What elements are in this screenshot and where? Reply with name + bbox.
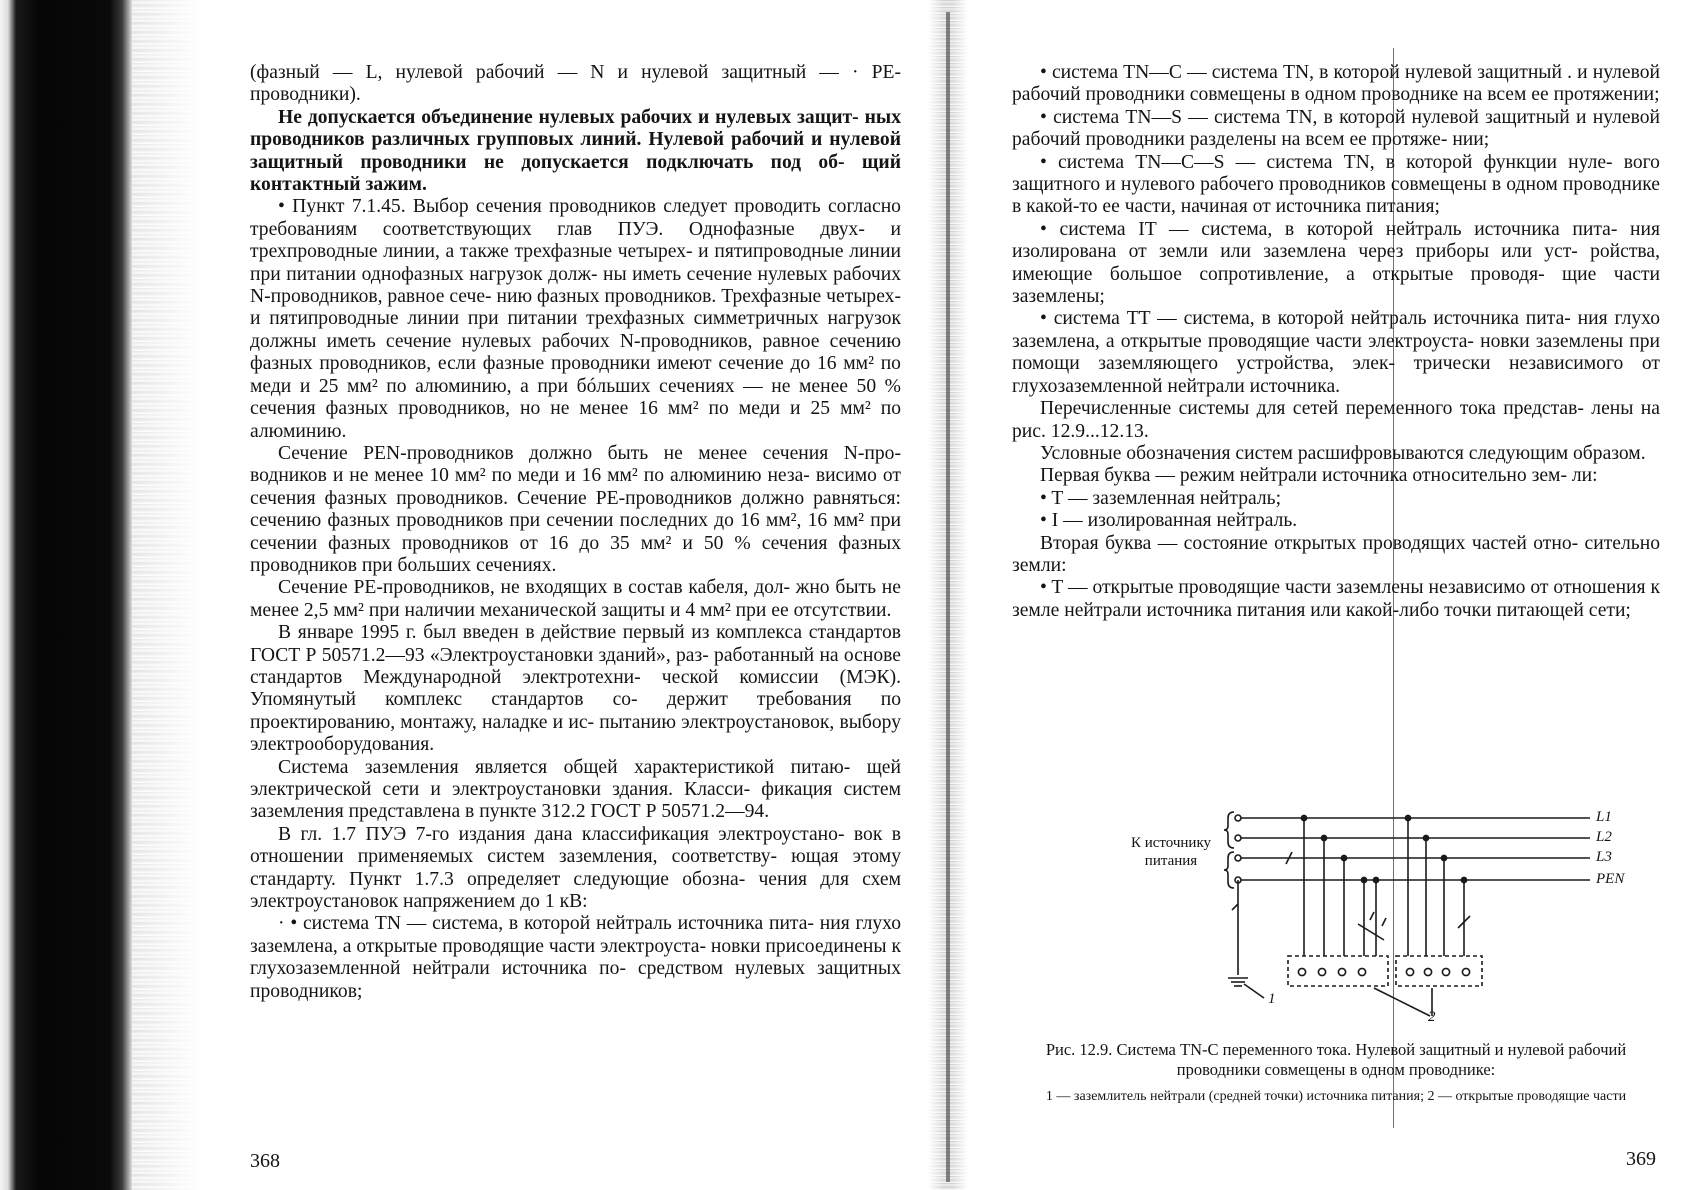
text-line: лены на рис. 12.9...12.13. [1012,398,1660,442]
text-line: нулевой защитный проводники не допускается подключать под об- [250,129,902,173]
text-line: К источнику [1130,835,1212,851]
paragraph-system-tn-c-s [1012,152,1660,219]
text-line: линии при питании трехфазных симметричных нагрузок должны [250,308,901,352]
paragraph-gost-1995 [250,622,901,756]
text-line: 1 — заземлитель нейтрали (средней точки) источника питания; 2 — открытые [1045,1089,1514,1104]
terminal-l3 [1235,855,1241,861]
text-line: отношения к земле нейтрали источника питания или какой-либо [1012,577,1660,621]
text-line: нии; [1452,129,1490,151]
text-line: проводящие части [1516,1089,1627,1104]
figure-source-label [1112,834,1230,870]
text-line: нию фазных проводников. Трехфазные четырех- и пятипроводные [250,286,901,330]
text-line: Вторая буква — состояние открытых проводящих частей отно- [1040,532,1579,554]
text-line: ных проводников различных групповых линий. Нулевой рабочий и [250,106,901,151]
text-line: вок в отношении применяемых систем заземления, соответству- [250,823,901,868]
page-number-right: 369 [1626,1148,1656,1170]
label-pen: PEN [1596,871,1625,887]
text-line: средством нулевых защитных проводников; [250,958,902,1002]
text-line: новки заземлены при помощи заземляющего устройства, элек- [1012,330,1660,375]
left-page-text [250,62,901,1003]
text-line: фикация систем заземления представлена в пункте 312.2 ГОСТ [250,779,901,823]
tick-1a [1370,912,1374,920]
paragraph-pen-section [250,443,901,577]
text-line: ния глухо заземлена, а открытые проводящие части электроуста- [250,913,901,957]
text-line: • T — открытые проводящие части заземлены независимо от [1040,577,1549,599]
text-line: В январе 1995 г. был введен в действие первый из комплекса [278,622,803,644]
text-line: Система заземления является общей характеристикой питаю- [278,756,851,778]
paragraph-first-letter [1012,465,1660,487]
text-line: висимо от сечения фазных проводников. Сечение PE-проводников [250,465,901,509]
text-line: питания; [1366,196,1440,218]
right-page-text [1012,62,1660,622]
text-line: ройства, имеющие большое сопротивление, а открытые проводя- [1012,241,1660,285]
text-line: держит требования по проектированию, монтажу, наладке и ис- [250,689,901,733]
figure-legend [1012,1088,1660,1106]
text-line: чения для схем электроустановок напряжением до 1 кВ: [250,868,902,913]
text-line: одном проводнике в какой-то ее части, начиная от источника [1012,174,1660,218]
text-line: • Пункт 7.1.45. Выбор сечения проводников следует проводить [278,196,821,218]
list-item-i-isolated: • I — изолированная нейтраль. [1040,510,1298,532]
text-line: водников и не менее 10 мм² по меди и 16 мм² по алюминию неза- [250,465,810,487]
text-line: согласно требованиям соответствующих глав ПУЭ. Однофазные [250,196,901,240]
text-line: · • система TN — система, в которой нейтраль источника пита- [278,913,814,935]
text-line: (фазный — L, нулевой рабочий — N и нулевой защитный — [250,62,839,83]
paragraph-grounding-system [250,757,901,824]
leader-marker-2a [1374,988,1430,1016]
text-line: 16 мм² по меди и 25 мм² по алюминию, а при бóльших сечениях — [250,353,901,397]
marker-2: 2 [1428,1009,1436,1025]
text-line: ющая этому стандарту. Пункт 1.7.3 определяет следующие обозна- [250,846,901,890]
text-line: Не допускается объединение нулевых рабочих и нулевых защит- [278,106,859,128]
text-line: образом. [1573,442,1646,464]
text-line: от 16 до 35 мм² и 50 % сечения фазных проводников при больших [250,532,901,576]
text-line: стандартов ГОСТ Р 50571.2—93 «Электроустановки зданий», раз- [250,622,901,666]
figure-caption [1012,1040,1660,1080]
paragraph-bold-warning [250,107,901,197]
text-line: новки присоединены к глухозаземленной нейтрали источника по- [250,935,901,980]
text-line: щие части заземлены; [1012,263,1661,308]
paragraph-chapter-1-7 [250,824,901,914]
label-l2: L2 [1596,829,1612,845]
label-l1: L1 [1596,809,1612,825]
text-line: пытанию электроустановок, выбору электрооборудования. [250,711,901,756]
page-number-left: 368 [250,1150,280,1172]
text-line: работанный на основе стандартов Международной электротехни- [250,644,901,688]
text-line: фазных проводников, если фазные проводники имеют сечение до [250,353,811,375]
text-line: ны иметь сечение нулевых рабочих N-проводников, равное сече- [250,263,901,308]
paragraph-system-tn-c [1012,62,1660,107]
scan-shadow-left [0,0,132,1190]
scan-noise-left [132,0,202,1190]
text-line: · PE-проводники). [250,62,901,106]
text-line: щий контактный зажим. [250,151,901,196]
text-line: . и нулевой рабочий проводники совмещены в одном проводнике [1012,62,1660,106]
paragraph-system-tt [1012,308,1660,398]
text-line: должно равняться: сечению фазных проводников при сечении [250,487,901,532]
text-line: точки питающей сети; [1444,599,1631,621]
terminal-l1 [1235,815,1241,821]
cross-tick-1 [1358,924,1384,940]
text-line: Сечение PEN-проводников должно быть не менее сечения N-про- [278,442,901,464]
paragraph-pe-section [250,577,901,622]
text-line: сечениях. [476,554,557,576]
figure-tn-c-diagram [1112,800,1672,1030]
text-line: и нулевой рабочий проводники разделены на всем ее протяже- [1012,106,1661,151]
text-line: Рис. 12.9. Система TN-C переменного тока. Нулевой защитный и нулевой [1045,1040,1565,1059]
paragraph-listed-systems [1012,398,1660,443]
text-line: последних до 16 мм², 16 мм² при сечении фазных проводников [250,510,901,554]
text-line: Р 50571.2—94. [645,801,770,823]
paragraph-system-it [1012,219,1660,309]
text-line: Перечисленные системы для сетей переменного тока представ- [1040,398,1584,420]
paragraph-second-letter [1012,533,1660,578]
book-gutter-fold [946,12,950,1182]
paragraph-t-open-parts [1012,577,1660,622]
text-line: В гл. 1.7 ПУЭ 7-го издания дана классификация электроустано- [278,823,845,845]
text-line: • система TT — система, в которой нейтраль источника пита- [1040,308,1571,330]
text-line: по меди и 25 мм² по алюминию. [250,398,901,442]
text-line: не менее 50 % сечения фазных проводников, но не менее 16 мм² [250,375,901,420]
text-line: на всем ее протяжении; [1463,84,1660,106]
text-line: ния глухо заземлена, а открытые проводящие части электроуста- [1012,308,1660,352]
text-line: вого защитного и нулевого рабочего проводников совмещены в [1012,151,1660,196]
text-line: Сечение PE-проводников, не входящих в состав кабеля, дол- [278,577,790,599]
text-line: 4 мм² при ее отсутствии. [685,599,892,621]
terminal-l2 [1235,835,1241,841]
text-line: Условные обозначения систем расшифровываются следующим [1040,442,1569,464]
text-line: рабочий проводники совмещены в одном проводнике: [1176,1040,1627,1079]
tick-1b [1382,918,1386,926]
text-line: ния изолирована от земли или заземлена через приборы или уст- [1012,218,1661,263]
text-line: • система IT — система, в которой нейтраль источника пита- [1040,218,1618,240]
label-l3: L3 [1596,849,1612,865]
text-line: иметь сечение нулевых рабочих N-проводников, равное сечению [326,330,901,352]
text-line: • система TN—S — система TN, в которой нулевой защитный [1040,106,1570,128]
paragraph-system-tn [250,913,901,1003]
text-line: пятипроводные линии при питании однофазных нагрузок долж- [250,241,901,285]
text-line: щей электрической сети и электроустановки здания. Класси- [250,756,901,800]
text-line: сительно земли: [1012,532,1660,576]
paragraph-system-tn-s [1012,107,1660,152]
text-line: Первая буква — режим нейтрали источника относительно зем- [1040,465,1567,487]
text-line: • система TN—C—S — система TN, в которой функции нуле- [1040,151,1613,173]
text-line: ческой комиссии (МЭК). Упомянутый комплекс стандартов со- [250,666,901,711]
paragraph-7-1-45 [250,196,901,442]
text-line: жно быть не менее 2,5 мм² при наличии механической защиты и [250,577,901,621]
earth-tick [1232,904,1238,910]
paragraph-phase-conductors [250,62,901,107]
text-line: ли: [1571,465,1598,487]
text-line: трически независимого от глухозаземленной нейтрали источника. [1012,353,1660,397]
text-line: питания [1144,853,1198,869]
marker-1: 1 [1268,991,1276,1007]
leader-marker-1 [1244,984,1264,998]
paragraph-notation [1012,443,1660,465]
text-line: двух- и трехпроводные линии, а также трехфазные четырех- и [250,218,901,263]
text-line: • система TN—C — система TN, в которой нулевой защитный [1040,62,1562,83]
list-item-t-grounded: • T — заземленная нейтраль; [1040,487,1282,509]
